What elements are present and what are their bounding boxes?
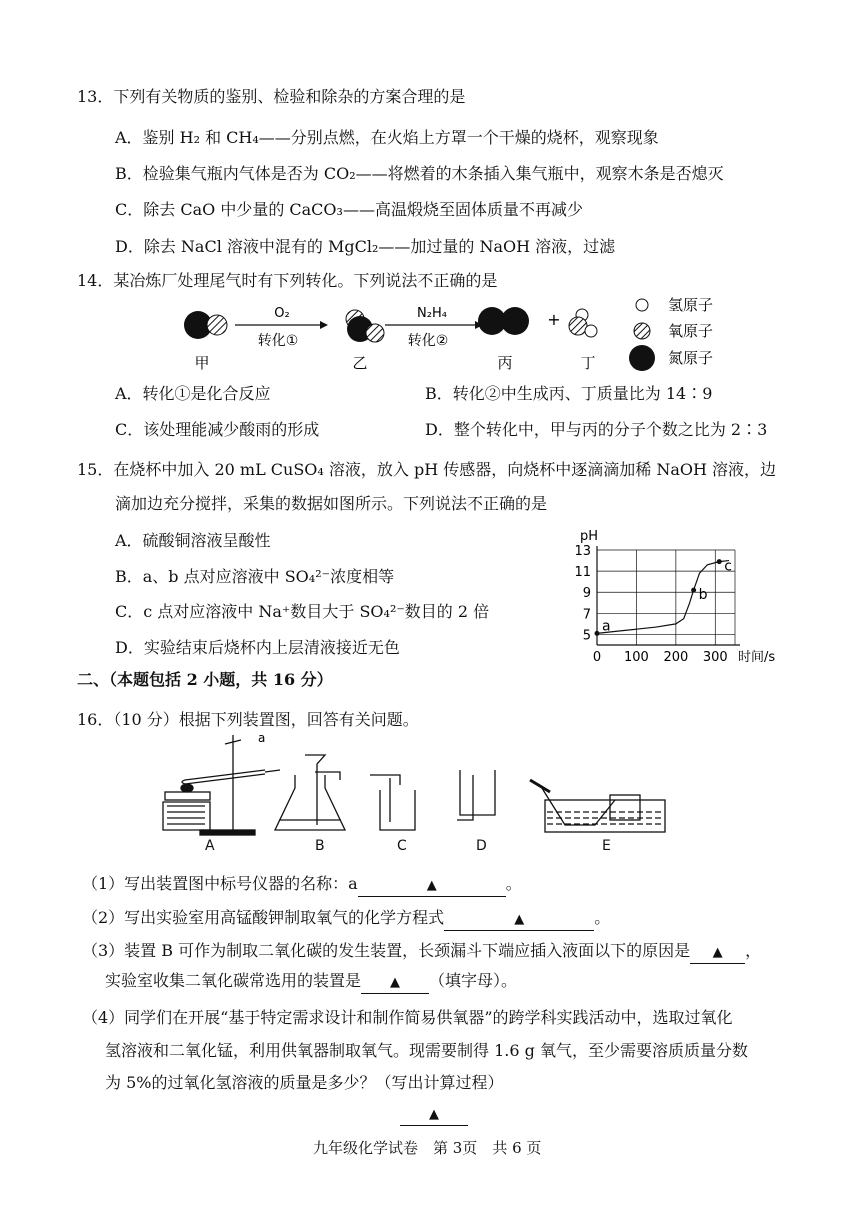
label-jia: 甲 — [194, 354, 210, 372]
answer-blank-1[interactable]: ▲ — [358, 874, 506, 897]
apparatus-label-d: D — [476, 838, 487, 854]
q14-option-b: B．转化②中生成丙、丁质量比为 14∶9 — [425, 384, 713, 403]
page-footer: 九年级化学试卷 第 3页 共 6 页 — [313, 1139, 542, 1157]
q16-part-1: （1）写出装置图中标号仪器的名称：a ▲ 。 — [82, 874, 522, 897]
y-tick-label: 13 — [574, 544, 591, 559]
q14-option-d: D．整个转化中，甲与丙的分子个数之比为 2∶3 — [425, 420, 768, 439]
q13-option-b: B．检验集气瓶内气体是否为 CO₂——将燃着的木条插入集气瓶中，观察木条是否熄灭 — [115, 164, 724, 183]
q16-part-2: （2）写出实验室用高锰酸钾制取氧气的化学方程式 ▲ 。 — [82, 908, 610, 931]
oxygen-atom — [366, 324, 384, 342]
x-tick-label: 0 — [592, 650, 602, 665]
section-2-heading: 二、（本题包括 2 小题，共 16 分） — [77, 670, 333, 689]
point-label-b: b — [698, 587, 708, 604]
x-tick-label: 300 — [702, 650, 728, 665]
x-tick-label: 100 — [624, 650, 649, 665]
y-axis-label: pH — [579, 529, 599, 544]
answer-blank-5[interactable]: ▲ — [400, 1103, 468, 1126]
apparatus-b — [275, 755, 345, 830]
nitrogen-atom — [501, 307, 529, 335]
ding-molecule — [569, 309, 597, 337]
apparatus-label-b: B — [315, 838, 325, 854]
legend-oxygen-icon — [634, 323, 650, 339]
answer-blank-2[interactable]: ▲ — [444, 908, 594, 931]
apparatus-a — [163, 735, 280, 835]
point-label-a: a — [602, 618, 611, 635]
yi-molecule — [346, 310, 384, 342]
arrow2-top: N₂H₄ — [417, 306, 447, 321]
q15-stem-1: 15．在烧杯中加入 20 mL CuSO₄ 溶液，放入 pH 传感器，向烧杯中逐滴滴加稀 NaOH 溶液，边 — [77, 460, 777, 479]
ph-curve — [597, 561, 729, 634]
y-tick-label: 5 — [582, 628, 591, 644]
arrow2-bottom: 转化② — [407, 333, 449, 349]
apparatus-label-c: C — [397, 838, 407, 854]
apparatus-label-a: A — [205, 838, 215, 854]
q16-stem: 16．（10 分）根据下列装置图，回答有关问题。 — [77, 710, 419, 729]
plus-sign: + — [547, 310, 561, 329]
arrow1-top: O₂ — [274, 306, 290, 321]
q15-option-b: B．a、b 点对应溶液中 SO₄²⁻浓度相等 — [115, 567, 395, 586]
q15-option-c: C．c 点对应溶液中 Na⁺数目大于 SO₄²⁻数目的 2 倍 — [115, 602, 490, 621]
q13-option-c: C．除去 CaO 中少量的 CaCO₃——高温煅烧至固体质量不再减少 — [115, 200, 583, 219]
q15-option-d: D．实验结束后烧杯内上层清液接近无色 — [115, 638, 400, 657]
q13-stem: 13．下列有关物质的鉴别、检验和除杂的方案合理的是 — [77, 87, 466, 106]
data-point-c — [717, 559, 722, 564]
answer-blank-3[interactable]: ▲ — [690, 941, 745, 964]
q16-part-3b: 实验室收集二氧化碳常选用的装置是 ▲ （填字母）。 — [105, 971, 517, 994]
q15-option-a: A．硫酸铜溶液呈酸性 — [115, 531, 271, 550]
apparatus-c — [370, 775, 415, 830]
q14-molecule-diagram — [170, 293, 750, 383]
legend-hydrogen-icon — [636, 299, 648, 311]
label-ding: 丁 — [580, 354, 596, 372]
apparatus-d — [457, 770, 495, 820]
bing-molecule — [478, 307, 529, 335]
label-bing: 丙 — [497, 354, 513, 372]
jia-molecule — [184, 311, 227, 339]
label-a: a — [258, 731, 266, 745]
apparatus-e — [530, 780, 665, 832]
apparatus-diagram — [155, 730, 675, 855]
q16-part-4-line-3: 为 5%的过氧化氢溶液的质量是多少？（写出计算过程） — [105, 1073, 504, 1092]
x-axis-label: 时间/s — [738, 650, 776, 665]
oxygen-atom — [207, 315, 227, 335]
legend-hydrogen: 氢原子 — [668, 296, 714, 314]
arrow1-bottom: 转化① — [257, 333, 299, 349]
x-tick-label: 200 — [663, 650, 689, 665]
q14-option-a: A．转化①是化合反应 — [115, 384, 271, 403]
oxygen-atom — [569, 317, 587, 335]
y-tick-label: 7 — [582, 607, 591, 623]
answer-blank-4[interactable]: ▲ — [361, 971, 429, 994]
q13-option-a: A．鉴别 H₂ 和 CH₄——分别点燃，在火焰上方罩一个干燥的烧杯，观察现象 — [115, 128, 659, 147]
label-yi: 乙 — [352, 354, 368, 372]
data-point-a — [595, 631, 600, 636]
q16-part-4-line-2: 氢溶液和二氧化锰，利用供氧器制取氧气。现需要制得 1.6 g 氧气，至少需要溶质质量分数 — [105, 1041, 748, 1060]
q16-part-4-line-1: （4）同学们在开展“基于特定需求设计和制作简易供氧器”的跨学科实践活动中，选取过氧化 — [82, 1008, 733, 1027]
legend-oxygen: 氧原子 — [668, 322, 714, 340]
q16-part-3: （3）装置 B 可作为制取二氧化碳的发生装置，长颈漏斗下端应插入液面以下的原因是 ▲ ， — [82, 941, 761, 964]
y-tick-label: 9 — [582, 586, 591, 602]
q15-stem-2: 滴加边充分搅拌，采集的数据如图所示。下列说法不正确的是 — [115, 494, 548, 513]
q14-stem: 14．某冶炼厂处理尾气时有下列转化。下列说法不正确的是 — [77, 271, 498, 290]
data-point-b — [691, 588, 696, 593]
ph-chart — [565, 520, 776, 675]
q14-option-c: C．该处理能减少酸雨的形成 — [115, 420, 320, 439]
point-label-c: c — [724, 558, 732, 575]
y-tick-label: 11 — [574, 565, 591, 581]
hydrogen-atom — [585, 325, 597, 337]
legend-nitrogen-icon — [629, 345, 655, 371]
q13-option-d: D．除去 NaCl 溶液中混有的 MgCl₂——加过量的 NaOH 溶液，过滤 — [115, 237, 616, 256]
legend-nitrogen: 氮原子 — [668, 349, 714, 367]
apparatus-label-e: E — [602, 838, 611, 854]
